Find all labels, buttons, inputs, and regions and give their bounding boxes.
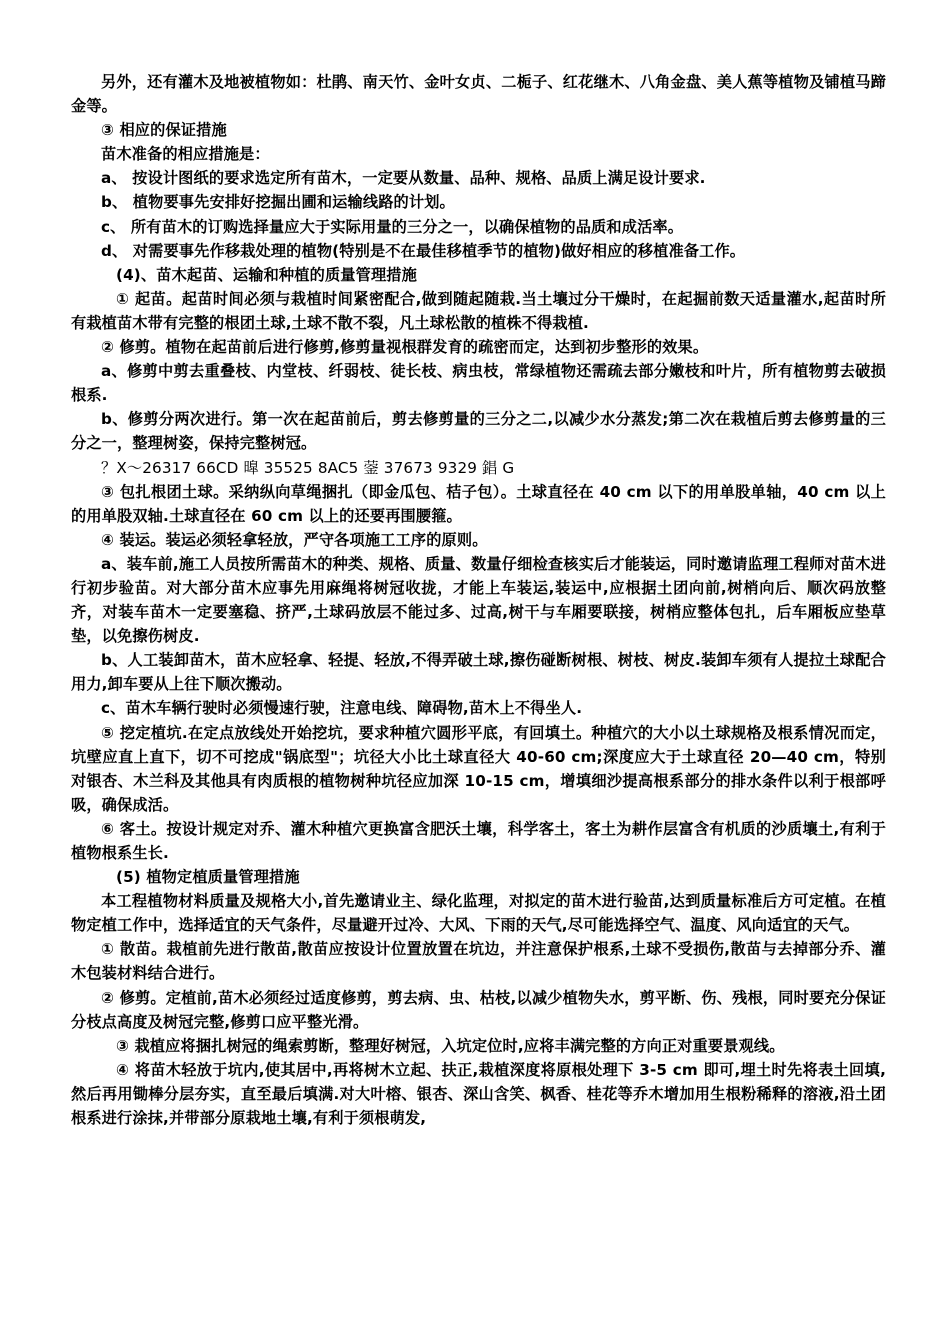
paragraph: ⑤ 挖定植坑.在定点放线处开始挖坑，要求种植穴圆形平底，有回填土。种植穴的大小以土球规格及根系情况而定，坑壁应直上直下，切不可挖成"锅底型"；坑径大小比土球直径大 40-60 cm;深度应大于土球直径 20—40 cm，特别对银杏、木兰科及其他具有肉质根的植物树种坑径应加深 10-15 cm，增填细沙提高根系部分的排水条件以利于根部呼吸，确保成活。	[71, 723, 886, 814]
paragraph: a、修剪中剪去重叠枝、内堂枝、纤弱枝、徒长枝、病虫枝，常绿植物还需疏去部分嫩枝和叶片，所有植物剪去破损根系.	[71, 362, 886, 405]
paragraph: ④ 将苗木轻放于坑内,使其居中,再将树木立起、扶正,栽植深度将原根处理下 3-5 cm 即可,埋土时先将表土回填,然后再用锄棒分层夯实，直至最后填满.对大叶榕、银杏、深山含笑、枫香、桂花等乔木增加用生根粉稀释的溶液,沿土团根系进行涂抹,并带部分原栽地土壤,有利于须根萌发,	[71, 1060, 886, 1128]
paragraph: b、修剪分两次进行。第一次在起苗前后，剪去修剪量的三分之二,以减少水分蒸发;第二次在栽植后剪去修剪量的三分之一，整理树姿，保持完整树冠。	[71, 410, 886, 453]
paragraph: 苗木准备的相应措施是：	[101, 145, 270, 164]
paragraph: ② 修剪。定植前,苗木必须经过适度修剪，剪去病、虫、枯枝,以减少植物失水，剪平断、伤、残根，同时要充分保证分枝点高度及树冠完整,修剪口应平整光滑。	[71, 988, 886, 1031]
paragraph: c、 所有苗木的订购选择量应大于实际用量的三分之一，以确保植物的品质和成活率。	[101, 217, 684, 236]
paragraph: ③ 栽植应将捆扎树冠的绳索剪断，整理好树冠，入坑定位时,应将丰满完整的方向正对重要景观线。	[116, 1036, 785, 1055]
paragraph: c、苗木车辆行驶时必须慢速行驶，注意电线、障碍物,苗木上不得坐人.	[101, 699, 583, 718]
paragraph: a、 按设计图纸的要求选定所有苗木，一定要从数量、品种、规格、品质上满足设计要求.	[101, 169, 706, 188]
paragraph: 本工程植物材料质量及规格大小,首先邀请业主、绿化监理，对拟定的苗木进行验苗,达到质量标准后方可定植。在植物定植工作中，选择适宜的天气条件，尽量避开过冷、大风、下雨的天气,尽可能选择空气、温度、风向适宜的天气。	[71, 892, 886, 935]
paragraph: a、装车前,施工人员按所需苗木的种类、规格、质量、数量仔细检查核实后才能装运，同时邀请监理工程师对苗木进行初步验苗。对大部分苗木应事先用麻绳将树冠收拢，才能上车装运,装运中,应根据土团向前,树梢向后、顺次码放整齐，对装车苗木一定要塞稳、挤严,土球码放层不能过多、过高,树干与车厢要联接，树梢应整体包扎，后车厢板应垫草垫，以免擦伤树皮.	[71, 554, 886, 646]
paragraph: b、人工装卸苗木，苗木应轻拿、轻提、轻放,不得弄破土球,擦伤碰断树根、树枝、树皮.装卸车须有人提拉土球配合用力,卸车要从上往下顺次搬动。	[71, 651, 886, 694]
document-page	[71, 70, 886, 1130]
paragraph: ⑥ 客土。按设计规定对乔、灌木种植穴更换富含肥沃土壤，科学客土，客土为耕作层富含有机质的沙质壤土,有利于植物根系生长.	[71, 819, 886, 862]
paragraph: 另外，还有灌木及地被植物如：杜鹃、南天竹、金叶女贞、二栀子、红花继木、八角金盘、美人蕉等植物及铺植马蹄金等。	[71, 73, 886, 116]
paragraph: d、 对需要事先作移栽处理的植物(特别是不在最佳移植季节的植物)做好相应的移植准备工作。	[101, 241, 746, 260]
paragraph: ③ 相应的保证措施	[101, 121, 227, 140]
paragraph: ？X～26317 66CD 曍 35525 8AC5 蓥 37673 9329 錩 G	[101, 458, 515, 477]
paragraph: (5) 植物定植质量管理措施	[116, 868, 300, 887]
paragraph: b、 植物要事先安排好挖掘出圃和运输线路的计划。	[101, 193, 455, 212]
paragraph: (4)、苗木起苗、运输和种植的质量管理措施	[116, 265, 417, 284]
paragraph: ④ 装运。装运必须轻拿轻放，严守各项施工工序的原则。	[101, 530, 488, 549]
paragraph: ② 修剪。植物在起苗前后进行修剪,修剪量视根群发育的疏密而定，达到初步整形的效果。	[101, 338, 709, 357]
paragraph: ① 起苗。起苗时间必须与栽植时间紧密配合,做到随起随栽.当土壤过分干燥时，在起掘前数天适量灌水,起苗时所有栽植苗木带有完整的根团土球,土球不散不裂，凡土球松散的植株不得栽植.	[71, 289, 886, 332]
paragraph: ③ 包扎根团土球。采纳纵向草绳捆扎（即金瓜包、桔子包）。土球直径在 40 cm 以下的用单股单轴，40 cm 以上的用单股双轴.土球直径在 60 cm 以上的还要再围腰箍。	[71, 482, 886, 525]
paragraph: ① 散苗。栽植前先进行散苗,散苗应按设计位置放置在坑边，并注意保护根系,土球不受损伤,散苗与去掉部分乔、灌木包装材料结合进行。	[71, 940, 886, 983]
